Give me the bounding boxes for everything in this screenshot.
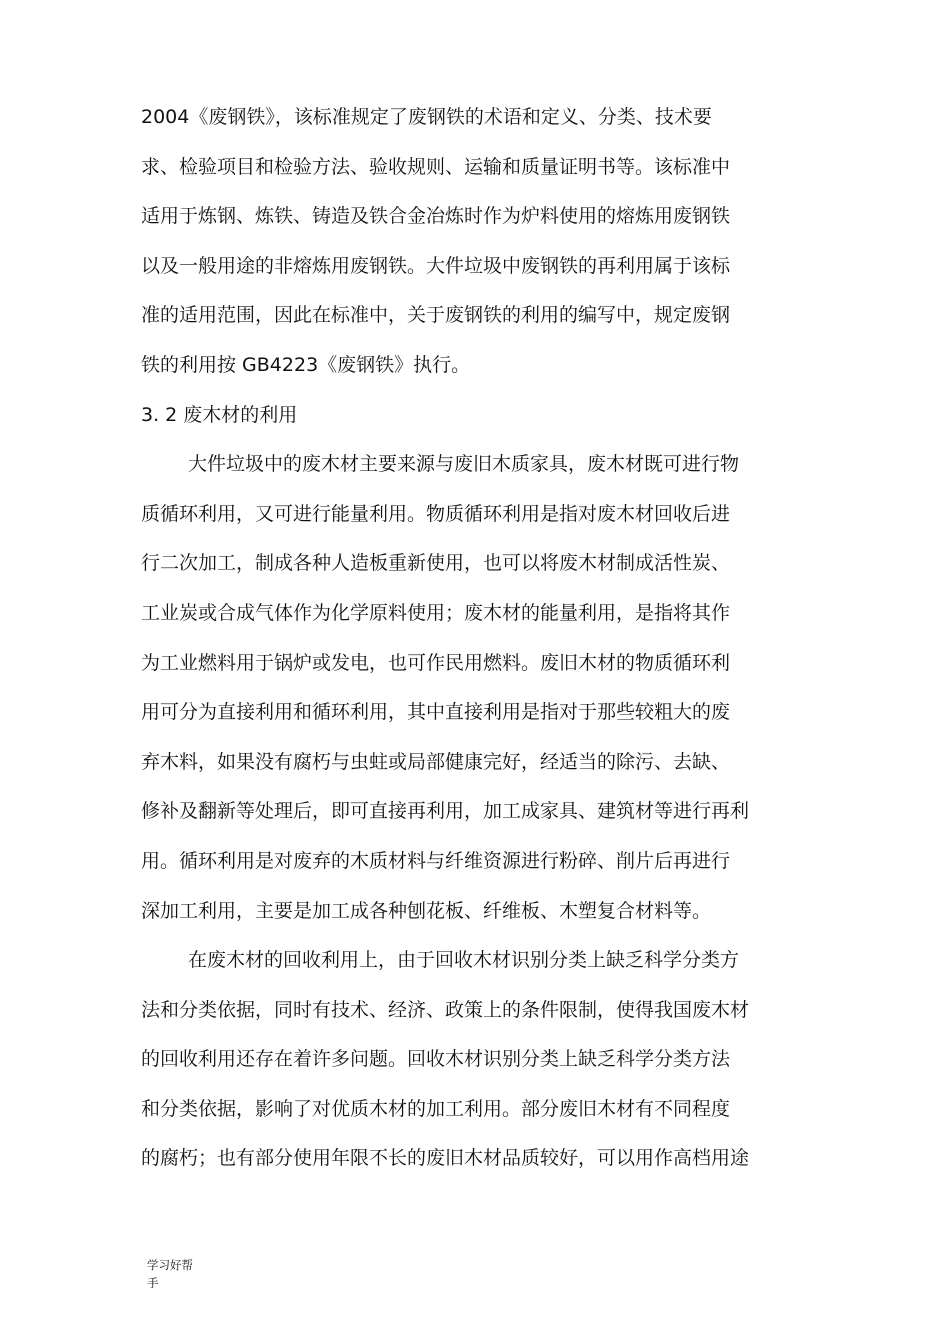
document-body: [141, 93, 806, 1184]
body-line: 用。循环利用是对废弃的木质材料与纤维资源进行粉碎、削片后再进行: [141, 849, 731, 872]
body-line: 法和分类依据，同时有技术、经济、政策上的条件限制，使得我国废木材: [141, 998, 750, 1021]
body-line: 为工业燃料用于锅炉或发电，也可作民用燃料。废旧木材的物质循环利: [141, 651, 731, 674]
paragraph-first-line: 在废木材的回收利用上，由于回收木材识别分类上缺乏科学分类方: [188, 949, 740, 972]
body-line: 准的适用范围，因此在标准中，关于废钢铁的利用的编写中，规定废钢: [141, 304, 731, 327]
body-line: 求、检验项目和检验方法、验收规则、运输和质量证明书等。该标准中: [141, 155, 731, 178]
body-line: 铁的利用按 GB4223《废钢铁》执行。: [141, 353, 471, 376]
footer-line: 手: [147, 1276, 159, 1290]
body-line: 适用于炼钢、炼铁、铸造及铁合金冶炼时作为炉料使用的熔炼用废钢铁: [141, 205, 731, 228]
body-line: 质循环利用，又可进行能量利用。物质循环利用是指对废木材回收后进: [141, 502, 731, 525]
body-line: 的腐朽；也有部分使用年限不长的废旧木材品质较好，可以用作高档用途: [141, 1147, 750, 1170]
paragraph-first-line: 大件垃圾中的废木材主要来源与废旧木质家具，废木材既可进行物: [188, 453, 740, 476]
body-line: 弃木料，如果没有腐朽与虫蛀或局部健康完好，经适当的除污、去缺、: [141, 750, 731, 773]
body-line: 以及一般用途的非熔炼用废钢铁。大件垃圾中废钢铁的再利用属于该标: [141, 254, 731, 277]
body-line: 工业炭或合成气体作为化学原料使用；废木材的能量利用，是指将其作: [141, 601, 731, 624]
body-line: 深加工利用，主要是加工成各种刨花板、纤维板、木塑复合材料等。: [141, 899, 712, 922]
body-line: 修补及翻新等处理后，即可直接再利用，加工成家具、建筑材等进行再利: [141, 800, 750, 823]
section-heading: 3. 2 废木材的利用: [141, 403, 298, 426]
footer-note: [147, 1256, 207, 1292]
body-line: 的回收利用还存在着许多问题。回收木材识别分类上缺乏科学分类方法: [141, 1048, 731, 1071]
body-line: 2004《废钢铁》，该标准规定了废钢铁的术语和定义、分类、技术要: [141, 106, 712, 128]
body-line: 用可分为直接利用和循环利用，其中直接利用是指对于那些较粗大的废: [141, 701, 731, 724]
body-line: 行二次加工，制成各种人造板重新使用，也可以将废木材制成活性炭、: [141, 552, 731, 575]
footer-line: 学习好帮: [147, 1258, 193, 1272]
body-line: 和分类依据，影响了对优质木材的加工利用。部分废旧木材有不同程度: [141, 1097, 731, 1120]
